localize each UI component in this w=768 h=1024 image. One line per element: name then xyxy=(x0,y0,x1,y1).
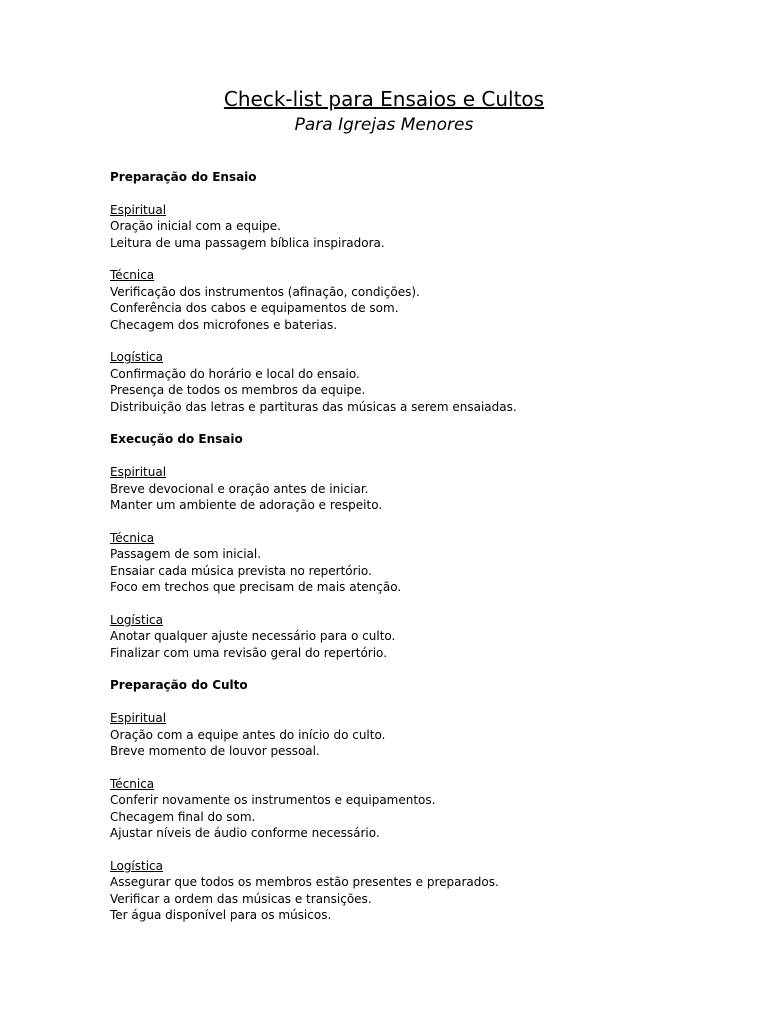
checklist-item: Conferir novamente os instrumentos e equipamentos. xyxy=(110,793,436,808)
checklist-item: Breve devocional e oração antes de iniciar. xyxy=(110,481,369,496)
group-label: Espiritual xyxy=(110,202,167,217)
checklist-item: Verificação dos instrumentos (afinação, condições). xyxy=(110,284,420,299)
checklist-item: Oração inicial com a equipe. xyxy=(110,219,281,234)
group-espiritual xyxy=(110,710,710,759)
checklist-item: Breve momento de louvor pessoal. xyxy=(110,744,320,759)
group-label: Logística xyxy=(110,858,164,873)
group-espiritual xyxy=(110,202,710,251)
group-label: Espiritual xyxy=(110,465,167,480)
group-logistica xyxy=(110,612,710,661)
group-label: Técnica xyxy=(110,776,155,791)
section-heading: Execução do Ensaio xyxy=(110,432,243,447)
checklist-item: Finalizar com uma revisão geral do repertório. xyxy=(110,645,388,660)
group-label: Logística xyxy=(110,350,164,365)
checklist-item: Ajustar níveis de áudio conforme necessário. xyxy=(110,826,380,841)
checklist-item: Anotar qualquer ajuste necessário para o culto. xyxy=(110,629,396,644)
checklist-item: Verificar a ordem das músicas e transições. xyxy=(110,891,372,906)
group-label: Logística xyxy=(110,612,164,627)
group-espiritual xyxy=(110,464,710,513)
checklist-item: Leitura de uma passagem bíblica inspiradora. xyxy=(110,235,385,250)
document-title: Check-list para Ensaios e Cultos xyxy=(223,87,545,111)
checklist-item: Foco em trechos que precisam de mais atenção. xyxy=(110,580,402,595)
group-label: Técnica xyxy=(110,268,155,283)
checklist-item: Distribuição das letras e partituras das músicas a serem ensaiadas. xyxy=(110,399,517,414)
section-heading: Preparação do Culto xyxy=(110,678,248,693)
checklist-item: Manter um ambiente de adoração e respeito. xyxy=(110,498,383,513)
checklist-item: Checagem final do som. xyxy=(110,809,256,824)
checklist-item: Conferência dos cabos e equipamentos de som. xyxy=(110,301,399,316)
group-label: Espiritual xyxy=(110,711,167,726)
checklist-item: Assegurar que todos os membros estão presentes e preparados. xyxy=(110,875,499,890)
section-heading: Preparação do Ensaio xyxy=(110,170,257,184)
group-logistica xyxy=(110,349,710,415)
checklist-item: Ensaiar cada música prevista no repertório. xyxy=(110,563,372,578)
checklist-item: Checagem dos microfones e baterias. xyxy=(110,317,338,332)
section-preparacao-culto xyxy=(110,677,710,923)
group-tecnica xyxy=(110,267,710,333)
section-execucao-ensaio xyxy=(110,431,710,661)
group-tecnica xyxy=(110,776,710,842)
checklist-item: Ter água disponível para os músicos. xyxy=(110,908,332,923)
section-preparacao-ensaio xyxy=(110,169,710,415)
document-body xyxy=(110,169,710,940)
document-subtitle: Para Igrejas Menores xyxy=(294,115,474,135)
group-tecnica xyxy=(110,530,710,596)
checklist-item: Presença de todos os membros da equipe. xyxy=(110,383,366,398)
checklist-item: Oração com a equipe antes do início do culto. xyxy=(110,727,386,742)
checklist-item: Confirmação do horário e local do ensaio. xyxy=(110,366,360,381)
group-logistica xyxy=(110,858,710,924)
group-label: Técnica xyxy=(110,530,155,545)
checklist-item: Passagem de som inicial. xyxy=(110,547,262,562)
